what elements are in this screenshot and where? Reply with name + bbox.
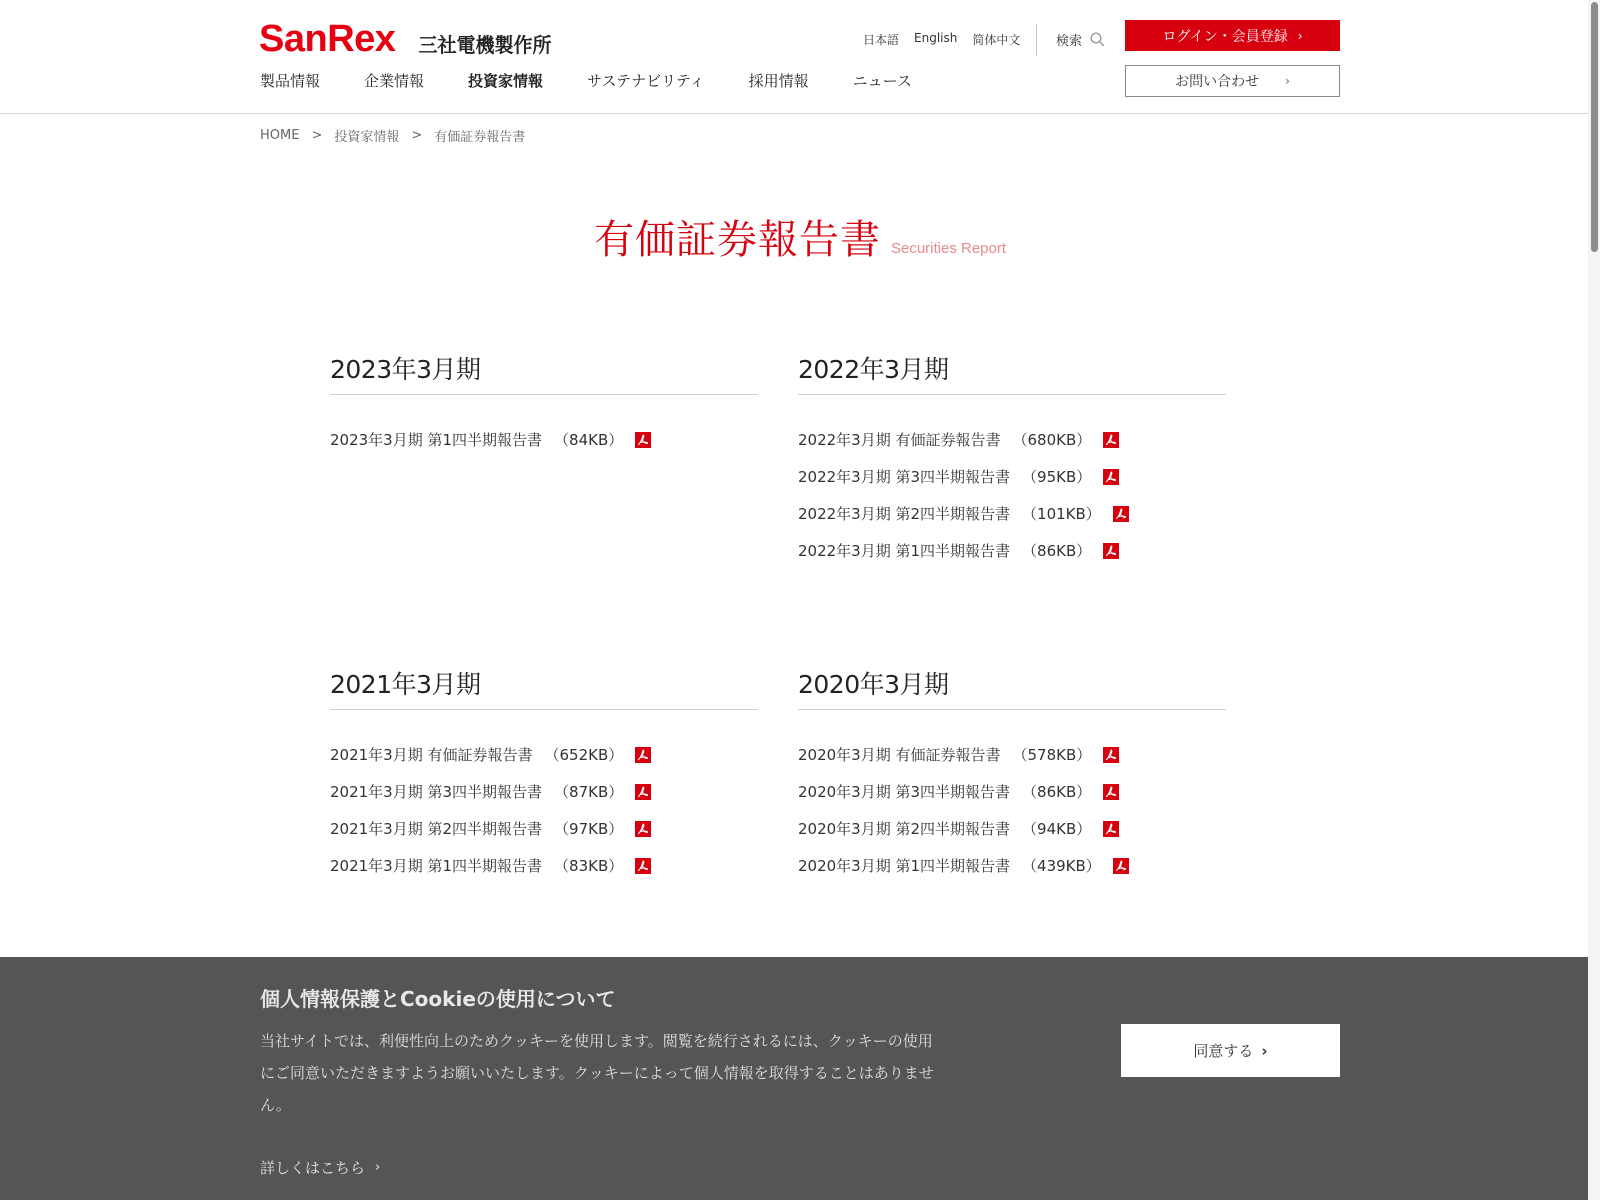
- login-register-button[interactable]: [1125, 20, 1340, 51]
- header-divider: [1036, 24, 1037, 56]
- pdf-icon[interactable]: [635, 784, 651, 800]
- report-link[interactable]: 2020年3月期 第1四半期報告書: [798, 857, 1011, 875]
- page-title-en: Securities Report: [890, 240, 1007, 257]
- lang-english[interactable]: English: [914, 31, 958, 45]
- lang-japanese[interactable]: 日本語: [863, 33, 900, 47]
- report-list: [798, 736, 1226, 884]
- lang-chinese[interactable]: 简体中文: [972, 33, 1021, 47]
- section-heading: 2020年3月期: [798, 667, 1226, 710]
- report-section-2022: [798, 352, 1226, 569]
- report-link[interactable]: 2022年3月期 第1四半期報告書: [798, 542, 1011, 560]
- pdf-icon[interactable]: [1103, 821, 1119, 837]
- file-size: （86KB）: [1022, 542, 1092, 560]
- report-link[interactable]: 2021年3月期 第1四半期報告書: [330, 857, 543, 875]
- login-label: ログイン・会員登録: [1162, 28, 1288, 45]
- report-item: [330, 773, 758, 810]
- report-item: [798, 458, 1226, 495]
- file-size: （97KB）: [554, 820, 624, 838]
- breadcrumb-separator: >: [311, 128, 323, 143]
- report-section-2023: [330, 352, 758, 458]
- cookie-agree-label: 同意する: [1193, 1042, 1254, 1060]
- pdf-icon[interactable]: [1103, 543, 1119, 559]
- chevron-right-icon: ›: [1297, 28, 1303, 43]
- page-scrollbar[interactable]: [1588, 0, 1600, 1200]
- report-link[interactable]: 2023年3月期 第1四半期報告書: [330, 431, 543, 449]
- file-size: （86KB）: [1022, 783, 1092, 801]
- scrollbar-thumb[interactable]: [1591, 2, 1598, 252]
- section-heading: 2022年3月期: [798, 352, 1226, 395]
- nav-investors[interactable]: 投資家情報: [468, 72, 544, 90]
- report-list: [330, 421, 758, 458]
- chevron-right-icon: ›: [1261, 1041, 1268, 1060]
- file-size: （83KB）: [554, 857, 624, 875]
- pdf-icon[interactable]: [1113, 858, 1129, 874]
- report-link[interactable]: 2021年3月期 第3四半期報告書: [330, 783, 543, 801]
- page-title-area: [0, 208, 1600, 265]
- report-section-2021: [330, 667, 758, 884]
- search-icon: [1090, 32, 1105, 47]
- chevron-right-icon: ›: [1285, 74, 1290, 88]
- cookie-details-link[interactable]: [260, 1157, 380, 1178]
- pdf-icon[interactable]: [635, 432, 651, 448]
- cookie-text-line: ん。: [260, 1096, 291, 1114]
- pdf-icon[interactable]: [1113, 506, 1129, 522]
- report-link[interactable]: 2020年3月期 第3四半期報告書: [798, 783, 1011, 801]
- pdf-icon[interactable]: [1103, 469, 1119, 485]
- file-size: （94KB）: [1022, 820, 1092, 838]
- cookie-text-line: にご同意いただきますようお願いいたします。クッキーによって個人情報を取得することはありませ: [260, 1064, 934, 1082]
- report-link[interactable]: 2022年3月期 第3四半期報告書: [798, 468, 1011, 486]
- cookie-details-label: 詳しくはこちら: [260, 1159, 366, 1177]
- nav-sustainability[interactable]: サステナビリティ: [587, 72, 705, 90]
- report-item: [798, 495, 1226, 532]
- nav-news[interactable]: ニュース: [852, 72, 912, 90]
- report-item: [798, 847, 1226, 884]
- nav-company[interactable]: 企業情報: [364, 72, 425, 90]
- logo-company-name: 三社電機製作所: [418, 33, 552, 57]
- site-header: [0, 0, 1600, 114]
- contact-button[interactable]: [1125, 65, 1340, 97]
- breadcrumb-investors[interactable]: 投資家情報: [334, 130, 400, 145]
- page-title: [594, 208, 1006, 265]
- cookie-agree-button[interactable]: [1121, 1024, 1340, 1077]
- site-logo[interactable]: [259, 18, 555, 58]
- report-link[interactable]: 2021年3月期 有価証券報告書: [330, 746, 533, 764]
- report-link[interactable]: 2020年3月期 第2四半期報告書: [798, 820, 1011, 838]
- report-link[interactable]: 2021年3月期 第2四半期報告書: [330, 820, 543, 838]
- breadcrumb-current: 有価証券報告書: [434, 130, 526, 145]
- report-item: [330, 810, 758, 847]
- report-item: [798, 532, 1226, 569]
- report-item: [330, 847, 758, 884]
- file-size: （87KB）: [554, 783, 624, 801]
- pdf-icon[interactable]: [1103, 747, 1119, 763]
- nav-products[interactable]: 製品情報: [260, 72, 321, 90]
- report-item: [798, 736, 1226, 773]
- report-item: [330, 421, 758, 458]
- pdf-icon[interactable]: [635, 858, 651, 874]
- language-nav: [863, 31, 1020, 48]
- file-size: （101KB）: [1022, 505, 1101, 523]
- report-link[interactable]: 2022年3月期 第2四半期報告書: [798, 505, 1011, 523]
- cookie-text-line: 当社サイトでは、利便性向上のためクッキーを使用します。閲覧を続行されるには、クッキーの使用: [260, 1032, 933, 1050]
- search-button[interactable]: [1056, 30, 1105, 49]
- report-link[interactable]: 2020年3月期 有価証券報告書: [798, 746, 1001, 764]
- report-list: [798, 421, 1226, 569]
- pdf-icon[interactable]: [635, 747, 651, 763]
- file-size: （680KB）: [1012, 431, 1092, 449]
- breadcrumb-separator: >: [411, 128, 423, 143]
- file-size: （84KB）: [554, 431, 624, 449]
- cookie-text: [260, 1025, 990, 1121]
- file-size: （95KB）: [1022, 468, 1092, 486]
- main-nav: [260, 70, 956, 91]
- section-heading: 2021年3月期: [330, 667, 758, 710]
- file-size: （439KB）: [1022, 857, 1101, 875]
- report-item: [330, 736, 758, 773]
- report-item: [798, 421, 1226, 458]
- chevron-right-icon: ›: [375, 1160, 381, 1175]
- report-link[interactable]: 2022年3月期 有価証券報告書: [798, 431, 1001, 449]
- report-item: [798, 773, 1226, 810]
- logo-brand: SanRex: [259, 18, 396, 60]
- report-section-2020: [798, 667, 1226, 884]
- pdf-icon[interactable]: [1103, 432, 1119, 448]
- search-label: 検索: [1056, 34, 1083, 49]
- breadcrumb-home[interactable]: HOME: [260, 128, 300, 143]
- file-size: （578KB）: [1012, 746, 1092, 764]
- cookie-title: 個人情報保護とCookieの使用について: [260, 987, 616, 1011]
- report-list: [330, 736, 758, 884]
- contact-label: お問い合わせ: [1175, 74, 1260, 90]
- page-title-jp: 有価証券報告書: [593, 217, 881, 263]
- pdf-icon[interactable]: [1103, 784, 1119, 800]
- report-item: [798, 810, 1226, 847]
- breadcrumb: [260, 126, 525, 145]
- file-size: （652KB）: [544, 746, 624, 764]
- nav-recruit[interactable]: 採用情報: [748, 72, 809, 90]
- pdf-icon[interactable]: [635, 821, 651, 837]
- section-heading: 2023年3月期: [330, 352, 758, 395]
- cookie-banner: [0, 957, 1600, 1200]
